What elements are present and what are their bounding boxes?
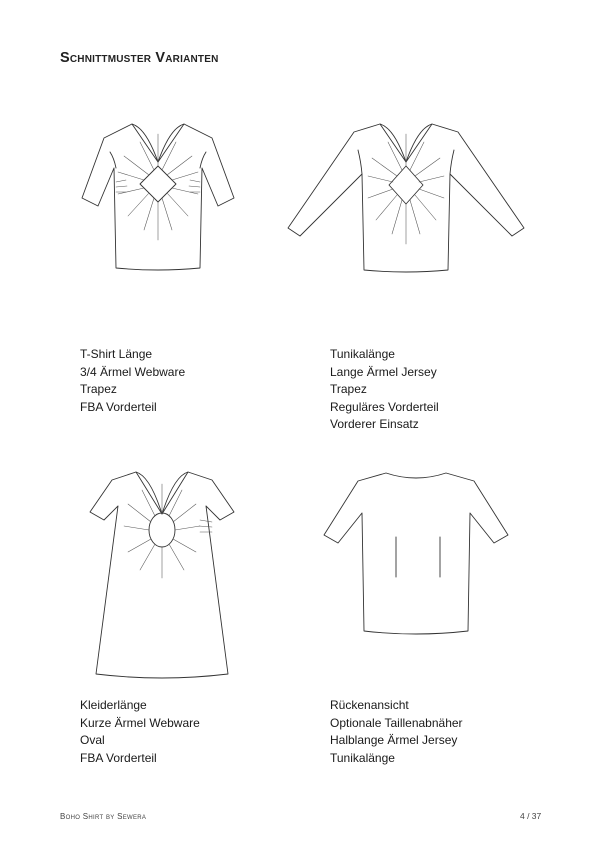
page-title: Schnittmuster Varianten bbox=[60, 50, 219, 66]
variant-1-line: T-Shirt Länge bbox=[80, 347, 153, 361]
variant-4-line: Halblange Ärmel Jersey bbox=[330, 733, 458, 747]
variant-2-line: Trapez bbox=[330, 382, 367, 396]
variant-3-line: Kleiderlänge bbox=[80, 698, 147, 712]
variant-1-description bbox=[80, 346, 185, 416]
variant-2-line: Reguläres Vorderteil bbox=[330, 399, 439, 414]
footer-document-title: Boho Shirt by Sewera bbox=[60, 812, 147, 821]
back-view-half-sleeve-darts-icon bbox=[320, 465, 520, 645]
variant-2-line: Lange Ärmel Jersey bbox=[330, 364, 437, 379]
variant-1-line: Trapez bbox=[80, 382, 117, 396]
tunic-long-sleeve-diamond-icon bbox=[280, 110, 540, 280]
variant-4-description bbox=[330, 697, 463, 767]
variant-4-line: Tunikalänge bbox=[330, 750, 395, 765]
variant-4-line: Rückenansicht bbox=[330, 698, 409, 712]
variant-4-line: Optionale Taillenabnäher bbox=[330, 715, 463, 730]
page-number: 4 / 37 bbox=[520, 811, 542, 821]
variant-2-line: Tunikalänge bbox=[330, 347, 395, 361]
variant-3-line: Oval bbox=[80, 733, 105, 747]
tshirt-three-quarter-sleeve-diamond-icon bbox=[60, 110, 260, 280]
variant-2-description bbox=[330, 346, 439, 434]
variant-3-line: FBA Vorderteil bbox=[80, 750, 157, 765]
variant-1-line: 3/4 Ärmel Webware bbox=[80, 364, 186, 379]
variant-3-line: Kurze Ärmel Webware bbox=[80, 715, 200, 730]
variant-2-line: Vorderer Einsatz bbox=[330, 417, 419, 431]
variant-3-description bbox=[80, 697, 200, 767]
dress-short-sleeve-oval-icon bbox=[80, 460, 260, 680]
variant-1-line: FBA Vorderteil bbox=[80, 399, 157, 414]
